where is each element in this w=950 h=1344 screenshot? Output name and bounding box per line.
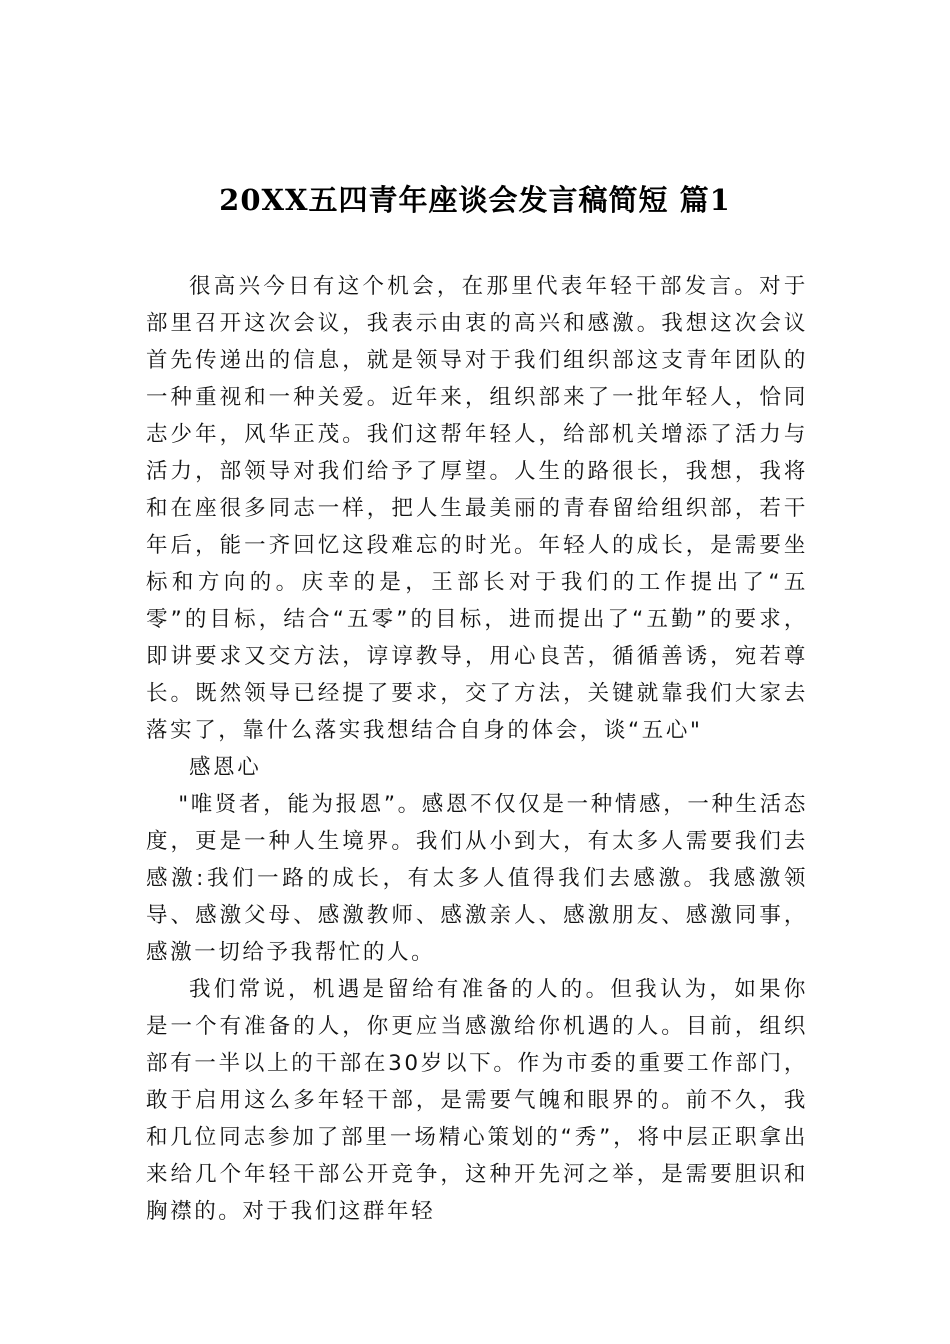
document-body (146, 268, 808, 1230)
paragraph-opportunity: 我们常说，机遇是留给有准备的人的。但我认为，如果你是一个有准备的人，你更应当感激给你机遇的人。目前，组织部有一半以上的干部在30岁以下。作为市委的重要工作部门，敢于启用这么多年轻干部，是需要气魄和眼界的。前不久，我和几位同志参加了部里一场精心策划的“秀”，将中层正职拿出来给几个年轻干部公开竞争，这种开先河之举，是需要胆识和胸襟的。对于我们这群年轻 (146, 977, 808, 1224)
paragraph-intro: 很高兴今日有这个机会，在那里代表年轻干部发言。对于部里召开这次会议，我表示由衷的高兴和感激。我想这次会议首先传递出的信息，就是领导对于我们组织部这支青年团队的一种重视和一种关爱。近年来，组织部来了一批年轻人，恰同志少年，风华正茂。我们这帮年轻人，给部机关增添了活力与活力，部领导对我们给予了厚望。人生的路很长，我想，我将和在座很多同志一样，把人生最美丽的青春留给组织部，若干年后，能一齐回忆这段难忘的时光。年轻人的成长，是需要坐标和方向的。庆幸的是，王部长对于我们的工作提出了“五零”的目标，结合“五零”的目标，进而提出了“五勤”的要求，即讲要求又交方法，谆谆教导，用心良苦，循循善诱，宛若尊长。既然领导已经提了要求，交了方法，关键就靠我们大家去落实了，靠什么落实我想结合自身的体会，谈“五心" (146, 274, 808, 743)
document-title: 20XX五四青年座谈会发言稿简短 篇1 (219, 183, 731, 217)
paragraph-gratitude: "唯贤者，能为报恩”。感恩不仅仅是一种情感，一种生活态度，更是一种人生境界。我们从小到大，有太多人需要我们去感激:我们一路的成长，有太多人值得我们去感激。我感激领导、感激父母、感激教师、感激亲人、感激朋友、感激同事，感激一切给予我帮忙的人。 (146, 792, 808, 965)
section-heading-gratitude: 感恩心 (189, 755, 262, 780)
